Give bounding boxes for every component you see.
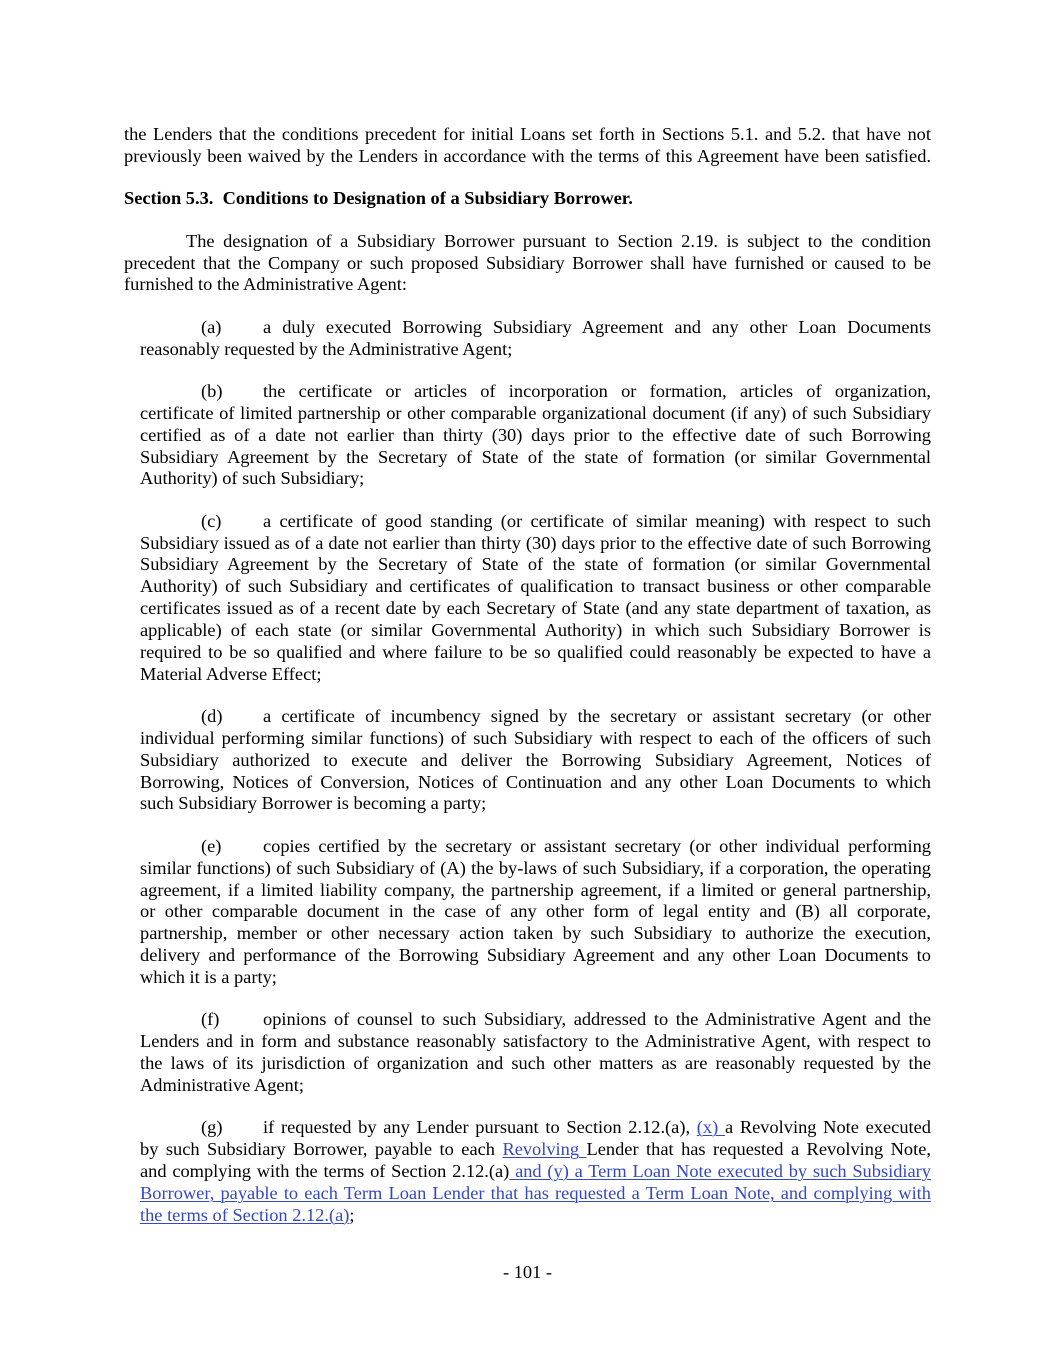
- list-item-c: [140, 511, 931, 686]
- text-line: [140, 1139, 931, 1161]
- list-item-d: [140, 706, 931, 815]
- text-line: [140, 1183, 931, 1205]
- item-first-line: [140, 1009, 931, 1031]
- text-line: furnished to the Administrative Agent:: [124, 274, 407, 295]
- lead-paragraph: [124, 231, 931, 297]
- text-line: delivery and performance of the Borrowing Subsidiary Agreement and any other Loan Documents to: [140, 945, 931, 966]
- item-first-line: [140, 836, 931, 858]
- text-line: Subsidiary issued as of a date not earlier than thirty (30) days prior to the effective date of such Borrowing: [140, 532, 931, 553]
- text-line: such Subsidiary Borrower is becoming a party;: [140, 793, 487, 814]
- text-line: Borrowing, Notices of Conversion, Notices of Continuation and any other Loan Documents to which: [140, 771, 931, 792]
- text-segment: Lender that has requested a Revolving Note,: [586, 1139, 931, 1160]
- text-line: Material Adverse Effect;: [140, 663, 322, 684]
- text-line: individual performing similar functions) of such Subsidiary with respect to each of the officers of such: [140, 727, 931, 748]
- text-line: Lenders and in form and substance reasonably satisfactory to the Administrative Agent, with respect to: [140, 1031, 931, 1052]
- text-line: the laws of its jurisdiction of organization and such other matters as are reasonably requested by the: [140, 1053, 931, 1074]
- item-label: (b): [201, 381, 223, 401]
- text-line: copies certified by the secretary or assistant secretary (or other individual performing: [263, 835, 931, 856]
- text-line: agreement, if a limited liability company, the partnership agreement, if a limited or general partnership,: [140, 879, 931, 900]
- item-label: (f): [201, 1009, 220, 1030]
- text-segment: by such Subsidiary Borrower, payable to each: [140, 1139, 503, 1160]
- text-line: applicable) of each state (or similar Governmental Authority) in which such Subsidiary Borrower is: [140, 620, 931, 640]
- text-line: [263, 1117, 931, 1139]
- text-line: Authority) of such Subsidiary;: [140, 468, 365, 489]
- text-segment: a Revolving Note executed: [724, 1117, 931, 1138]
- section-heading-block: [124, 188, 931, 210]
- text-line: a duly executed Borrowing Subsidiary Agreement and any other Loan Documents: [263, 316, 931, 337]
- text-line: a certificate of good standing (or certificate of similar meaning) with respect to such: [263, 510, 931, 531]
- text-line: Authority) of such Subsidiary and certificates of qualification to transact business or other comparable: [140, 576, 931, 597]
- text-line: previously been waived by the Lenders in accordance with the terms of this Agreement have been satisfied.: [124, 145, 931, 166]
- section-heading: Section 5.3. Conditions to Designation of a Subsidiary Borrower.: [124, 188, 633, 209]
- item-label: (g): [201, 1117, 223, 1138]
- text-line: required to be so qualified and where failure to be so qualified could reasonably be expected to have a: [140, 641, 931, 662]
- item-first-line: [140, 317, 931, 339]
- text-line: [140, 1205, 931, 1227]
- item-first-line: [140, 1117, 931, 1139]
- inserted-text: Borrower, payable to each Term Loan Lender that has requested a Term Loan Note, and complying with: [140, 1182, 931, 1203]
- item-label: (c): [201, 510, 222, 531]
- text-line: certificate of limited partnership or other comparable organizational document (if any) of such Subsidiary: [140, 402, 931, 423]
- text-line: certificates issued as of a recent date by each Secretary of State (and any state department of taxation, as: [140, 598, 931, 619]
- inserted-text: and (y) a Term Loan Note executed by such Subsidiary: [509, 1160, 931, 1181]
- text-segment: if requested by any Lender pursuant to Section 2.12.(a),: [263, 1117, 697, 1138]
- text-line: similar functions) of such Subsidiary of (A) the by-laws of such Subsidiary, if a corporation, the operating: [140, 857, 931, 878]
- item-label: (d): [201, 706, 223, 727]
- item-first-line: [140, 381, 931, 403]
- list-item-a: [140, 317, 931, 361]
- page-number: - 101 -: [502, 1262, 553, 1282]
- text-line: Subsidiary authorized to execute and deliver the Borrowing Subsidiary Agreement, Notices of: [140, 749, 931, 770]
- text-line: the Lenders that the conditions precedent for initial Loans set forth in Sections 5.1. and 5.2. that have not: [124, 124, 931, 144]
- text-line: certified as of a date not earlier than thirty (30) days prior to the effective date of such Borrowing: [140, 424, 931, 445]
- text-line: partnership, member or other necessary action taken by such Subsidiary to authorize the execution,: [140, 923, 931, 944]
- text-line: reasonably requested by the Administrative Agent;: [140, 338, 513, 359]
- list-item-f: [140, 1009, 931, 1096]
- text-line: or other comparable document in the case of any other form of legal entity and (B) all corporate,: [140, 901, 931, 922]
- text-segment: and complying with the terms of Section 2.12.(a): [140, 1160, 510, 1181]
- text-line: Subsidiary Agreement by the Secretary of State of the state of formation (or similar Governmental: [140, 554, 931, 575]
- item-label: (a): [201, 316, 222, 337]
- item-first-line: [140, 706, 931, 728]
- list-item-b: [140, 381, 931, 490]
- text-line: precedent that the Company or such proposed Subsidiary Borrower shall have furnished or caused to be: [124, 252, 931, 273]
- text-line: which it is a party;: [140, 966, 277, 987]
- inserted-text: the terms of Section 2.12.(a): [140, 1204, 350, 1225]
- text-line: Subsidiary Agreement by the Secretary of State of the state of formation (or similar Governmental: [140, 446, 931, 467]
- text-line: opinions of counsel to such Subsidiary, addressed to the Administrative Agent and the: [263, 1009, 931, 1030]
- text-line: Administrative Agent;: [140, 1074, 304, 1095]
- item-first-line: [140, 511, 931, 533]
- text-segment: ;: [349, 1204, 355, 1225]
- page-content: [124, 124, 931, 1247]
- list-item-g: [140, 1117, 931, 1226]
- intro-paragraph: [124, 124, 931, 168]
- text-line: The designation of a Subsidiary Borrower pursuant to Section 2.19. is subject to the condition: [186, 230, 931, 251]
- inserted-text: (x): [696, 1117, 725, 1138]
- text-line: [140, 1161, 931, 1183]
- list-item-e: [140, 836, 931, 989]
- item-label: (e): [201, 835, 222, 856]
- text-line: the certificate or articles of incorporation or formation, articles of organization,: [263, 381, 931, 401]
- inserted-text: Revolving: [502, 1139, 587, 1160]
- text-line: a certificate of incumbency signed by the secretary or assistant secretary (or other: [263, 706, 931, 727]
